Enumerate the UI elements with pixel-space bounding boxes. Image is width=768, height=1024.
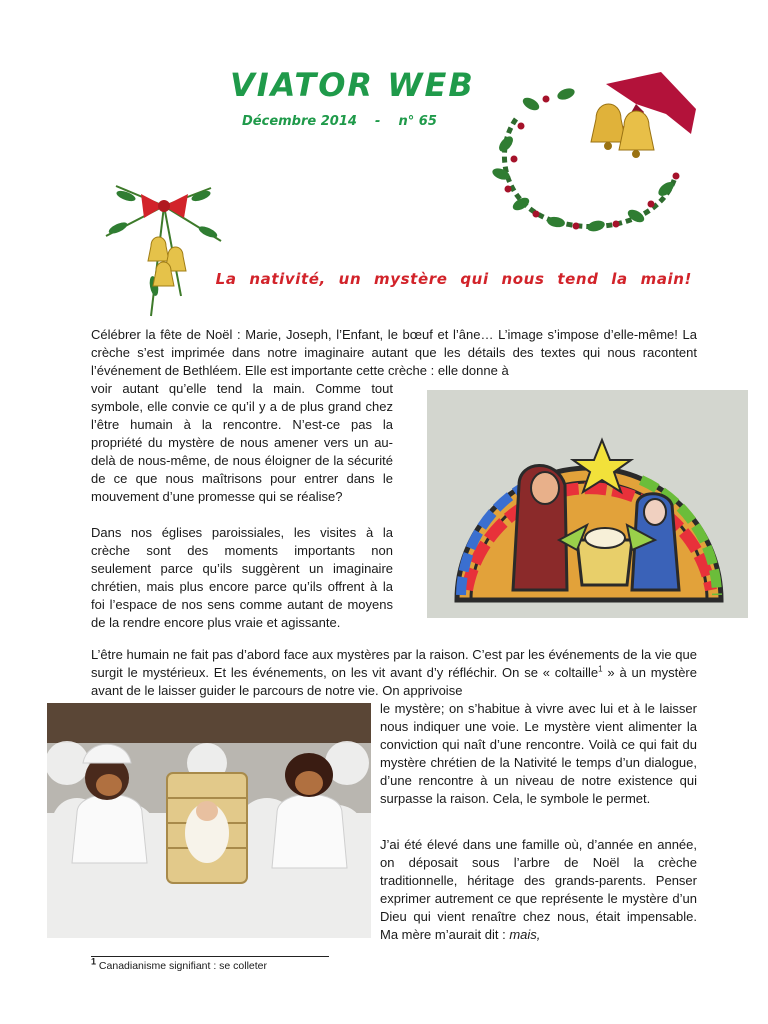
issue-line: Décembre 2014 - n° 65 [242,114,437,129]
holly-swag-illustration [96,176,232,322]
paragraph-3-text-b: » à un mystère avant de le laisser guider le parcours de notre vie. On apprivoise [91,665,697,698]
footnote-text: Canadianisme signifiant : se colleter [96,960,268,972]
article-paragraph-3 [91,646,697,700]
holly-wreath-bells-illustration [486,64,698,242]
paragraph-3-text-a: L’être humain ne fait pas d’abord face aux mystères par la raison. C’est par les événements de la vie que surgit le mystérieux. Et les événements, on les vit avant d’y réfléchir. On se « coltaille [91,647,697,680]
footnote-marker-inline: 1 [598,664,603,674]
article-paragraph-2: Dans nos églises paroissiales, les visites à la crèche sont des moments importants non seulement parce qu’ils suggèrent un imaginaire chrétien, mais plus encore parce qu’ils offrent à la foi l’espace de nos sens comme autant de moyens de la rendre encore plus vraie et agissante. [91,525,393,630]
article-paragraph-1-continued: voir autant qu’elle tend la main. Comme tout symbole, elle convie ce qu’il y a de plus grand chez l’être humain à la rencontre. N’est-ce pas la propriété du mystère de nous amener vers un au-delà de nous-même, de nous éloigner de la sécurité de ce que nous maîtrisons pour entrer dans le mouvement d’une promesse qui se réalise? [91,381,393,504]
paragraph-5-italic-text: mais, [509,927,541,942]
masthead-title: VIATOR WEB [230,66,475,104]
footnote-marker: 1 [91,956,97,967]
article-paragraph-4: le mystère; on s’habitue à vivre avec lui et à le laisser nous indiquer une voie. Le mystère vient alimenter la conviction qui naît d’une rencontre. Voilà ce qui fait du mystère chrétien de la Nativité le temps d’un dialogue, d’une rencontre à un niveau de notre existence qui surpasse la raison. Cela, le symbole le permet. [380,701,697,806]
article-paragraph-1-intro: Célébrer la fête de Noël : Marie, Joseph, l’Enfant, le bœuf et l’âne… L’image s’impose d’elle-même! La crèche s’est imprimée dans notre imaginaire autant que les détails des textes qui nous racontent l’événement de Bethléem. Elle est importante cette crèche : elle donne à [91,327,697,378]
footnote [91,956,491,972]
paragraph-5-text: J’ai été élevé dans une famille où, d’année en année, on déposait sous l’arbre de Noël la crèche traditionnelle, héritage des grands-parents. Penser exprimer autrement ce que représente le mystère d’un Dieu qui vient renaître chez nous, était impensable. Ma mère m’aurait dit : [380,837,697,942]
footnote-divider [91,956,329,957]
article-headline: La nativité, un mystère qui nous tend la main! [215,270,692,288]
figurine-nativity-photo [47,703,371,938]
stained-glass-nativity-image [427,390,748,618]
article-paragraph-5 [380,836,697,944]
